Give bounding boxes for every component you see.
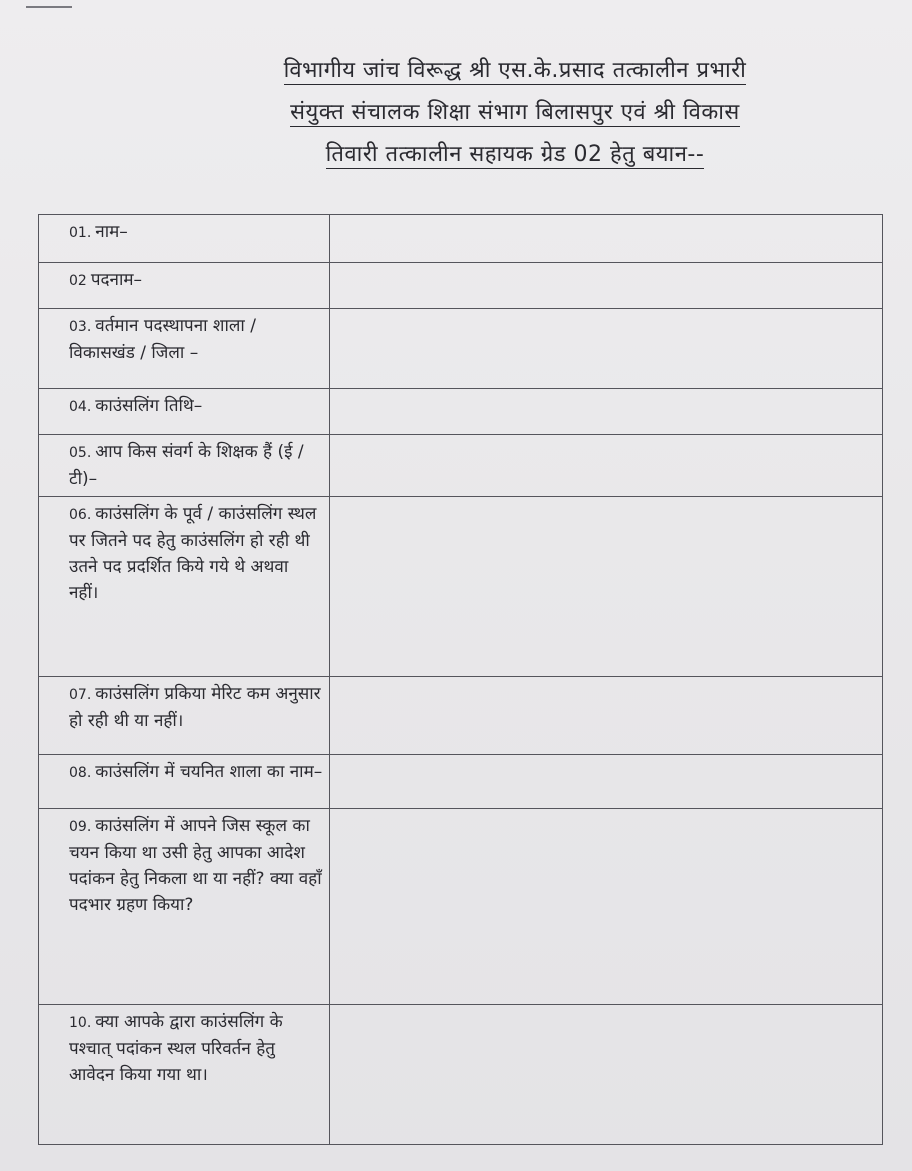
question-number: 04. bbox=[69, 399, 92, 415]
question-number: 03. bbox=[69, 319, 92, 335]
answer-cell[interactable] bbox=[329, 263, 882, 309]
question-text: काउंसलिंग प्रकिया मेरिट कम अनुसार हो रही थी या नहीं। bbox=[69, 684, 321, 731]
table-row bbox=[39, 389, 883, 435]
document-heading bbox=[150, 50, 880, 176]
table-row bbox=[39, 755, 883, 809]
table-row bbox=[39, 309, 883, 389]
statement-form-table bbox=[38, 214, 883, 1145]
table-row bbox=[39, 435, 883, 497]
table-row bbox=[39, 809, 883, 1005]
question-number: 01. bbox=[69, 225, 92, 241]
question-cell bbox=[39, 677, 330, 755]
question-number: 06. bbox=[69, 507, 92, 523]
question-cell bbox=[39, 809, 330, 1005]
answer-cell[interactable] bbox=[329, 677, 882, 755]
heading-line-1: विभागीय जांच विरूद्ध श्री एस.के.प्रसाद तत्कालीन प्रभारी bbox=[283, 58, 747, 83]
question-text: पदनाम– bbox=[90, 270, 143, 290]
question-number: 05. bbox=[69, 445, 92, 461]
table-row bbox=[39, 497, 883, 677]
question-text: नाम– bbox=[95, 222, 128, 242]
answer-cell[interactable] bbox=[329, 215, 882, 263]
answer-cell[interactable] bbox=[329, 309, 882, 389]
answer-cell[interactable] bbox=[329, 809, 882, 1005]
question-text: काउंसलिंग के पूर्व / काउंसलिंग स्थल पर जितने पद हेतु काउंसलिंग हो रही थी उतने पद प्रदर्शित किये गये थे अथवा नहीं। bbox=[69, 504, 317, 603]
answer-cell[interactable] bbox=[329, 435, 882, 497]
question-number: 07. bbox=[69, 687, 92, 703]
answer-cell[interactable] bbox=[329, 497, 882, 677]
question-text: काउंसलिंग में आपने जिस स्कूल का चयन किया था उसी हेतु आपका आदेश पदांकन हेतु निकला था या नहीं? क्या वहाँ पदभार ग्रहण किया? bbox=[69, 816, 322, 915]
question-text: आप किस संवर्ग के शिक्षक हैं (ई / टी)– bbox=[69, 442, 304, 489]
table-row bbox=[39, 215, 883, 263]
corner-mark bbox=[26, 6, 72, 8]
question-text: काउंसलिंग में चयनित शाला का नाम– bbox=[95, 762, 323, 782]
question-text: वर्तमान पदस्थापना शाला / विकासखंड / जिला – bbox=[69, 316, 256, 363]
question-cell bbox=[39, 215, 330, 263]
question-cell bbox=[39, 309, 330, 389]
question-number: 02 bbox=[69, 273, 87, 289]
question-cell bbox=[39, 263, 330, 309]
table-row bbox=[39, 1005, 883, 1145]
question-text: काउंसलिंग तिथि– bbox=[95, 396, 203, 416]
question-cell bbox=[39, 389, 330, 435]
question-cell bbox=[39, 755, 330, 809]
question-text: क्या आपके द्वारा काउंसलिंग के पश्चात् पदांकन स्थल परिवर्तन हेतु आवेदन किया गया था। bbox=[69, 1012, 283, 1085]
question-number: 10. bbox=[69, 1015, 92, 1031]
heading-line-3: तिवारी तत्कालीन सहायक ग्रेड 02 हेतु बयान-- bbox=[325, 142, 705, 167]
table-row bbox=[39, 263, 883, 309]
answer-cell[interactable] bbox=[329, 389, 882, 435]
question-cell bbox=[39, 497, 330, 677]
question-cell bbox=[39, 435, 330, 497]
table-row bbox=[39, 677, 883, 755]
answer-cell[interactable] bbox=[329, 755, 882, 809]
answer-cell[interactable] bbox=[329, 1005, 882, 1145]
question-number: 09. bbox=[69, 819, 92, 835]
question-number: 08. bbox=[69, 765, 92, 781]
question-cell bbox=[39, 1005, 330, 1145]
heading-line-2: संयुक्त संचालक शिक्षा संभाग बिलासपुर एवं श्री विकास bbox=[290, 100, 740, 125]
